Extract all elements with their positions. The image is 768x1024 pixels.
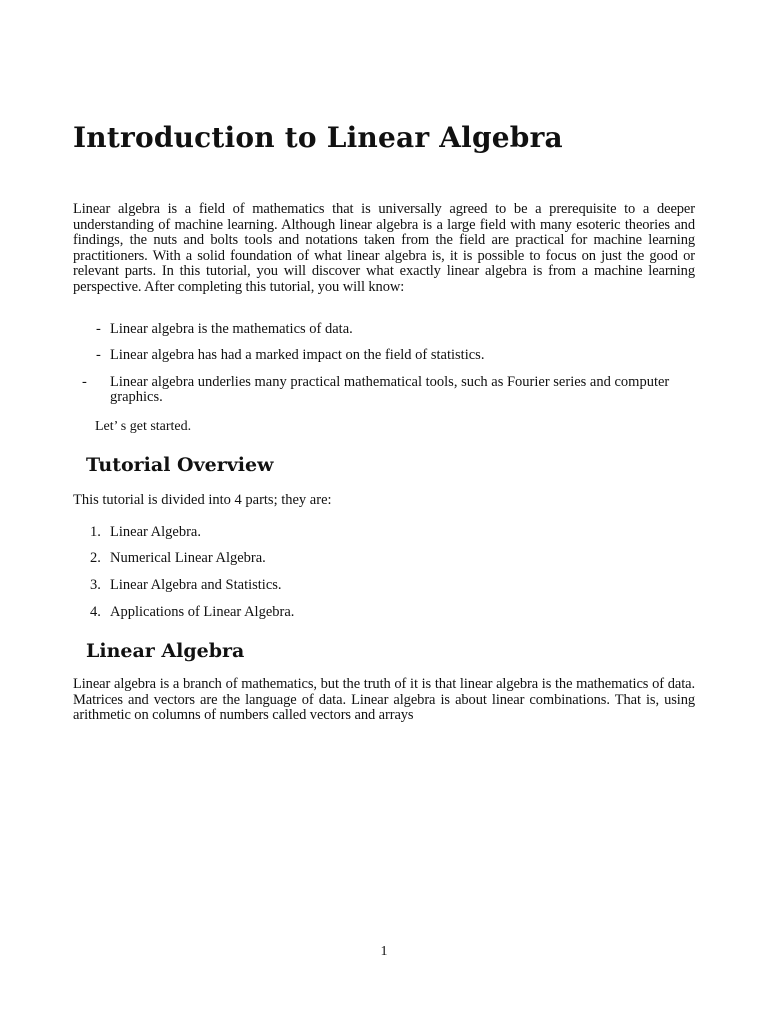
list-item-text: Numerical Linear Algebra. <box>110 550 266 566</box>
list-item <box>96 348 696 363</box>
overview-lead-text: This tutorial is divided into 4 parts; they are: <box>73 492 332 508</box>
list-item-text: Linear Algebra and Statistics. <box>110 577 282 593</box>
dash-bullet: - <box>82 374 87 390</box>
list-number: 1. <box>90 524 101 540</box>
section-heading-tutorial-overview: Tutorial Overview <box>86 454 274 476</box>
page-title: Introduction to Linear Algebra <box>73 121 563 154</box>
list-item-text: Linear algebra is the mathematics of data. <box>110 321 353 337</box>
dash-bullet: - <box>96 321 101 337</box>
intro-paragraph: Linear algebra is a field of mathematics that is universally agreed to be a prerequisite to a deeper understanding of machine learning. Although linear algebra is a large field with many esoteric theories and findings, the nuts and bolts tools and notations taken from the field are practical for machine learning practitioners. With a solid foundation of what linear algebra is, it is possible to focus on just the good or relevant parts. In this tutorial, you will discover what exactly linear algebra is from a machine learning perspective. After completing this tutorial, you will know: <box>73 201 695 295</box>
list-item-text: Linear Algebra. <box>110 524 201 540</box>
list-number: 2. <box>90 550 101 566</box>
list-item <box>90 577 282 593</box>
list-item <box>90 524 201 540</box>
list-number: 4. <box>90 604 101 620</box>
lets-get-started-text: Let’ s get started. <box>95 419 192 434</box>
page-number: 1 <box>380 944 388 959</box>
list-item-text: Linear algebra has had a marked impact on the field of statistics. <box>110 347 485 363</box>
section-heading-linear-algebra: Linear Algebra <box>86 640 245 662</box>
list-item-text: Linear algebra underlies many practical mathematical tools, such as Fourier series and computer graphics. <box>110 374 670 405</box>
linear-algebra-paragraph: Linear algebra is a branch of mathematics, but the truth of it is that linear algebra is the mathematics of data. Matrices and vectors are the language of data. Linear algebra is about linear combinations. That is, using arithmetic on columns of numbers called vectors and arrays <box>73 676 695 723</box>
list-item <box>90 604 294 620</box>
dash-bullet: - <box>96 347 101 363</box>
list-number: 3. <box>90 577 101 593</box>
list-item-text: Applications of Linear Algebra. <box>110 604 295 620</box>
list-item <box>82 374 696 405</box>
list-item <box>90 550 266 566</box>
list-item <box>96 322 696 337</box>
